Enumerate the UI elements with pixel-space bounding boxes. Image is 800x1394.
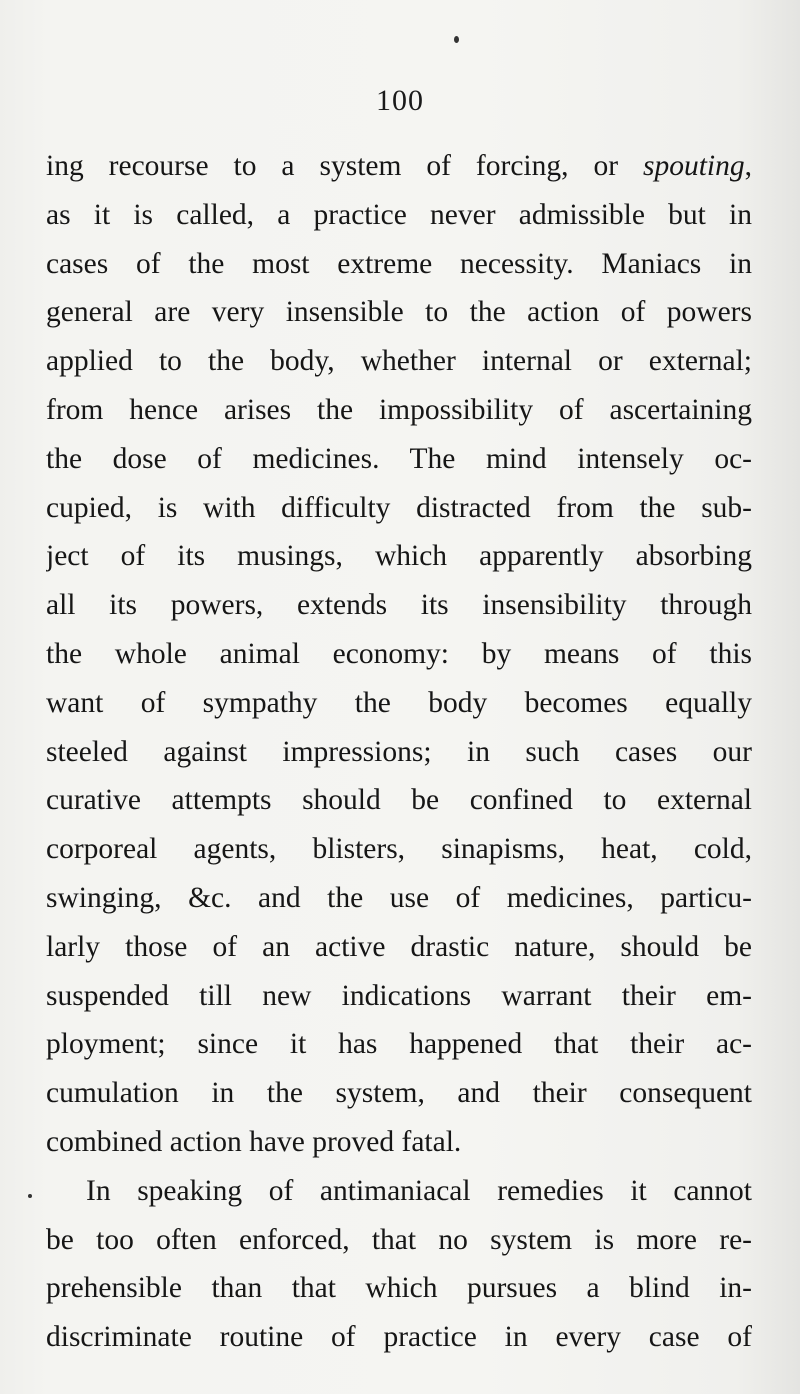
ink-speck <box>28 1194 32 1198</box>
text-line: from hence arises the impossibility of ascertaining <box>46 393 752 426</box>
text-line: cupied, is with difficulty distracted from the sub- <box>46 491 752 524</box>
text-line: curative attempts should be confined to external <box>46 784 752 817</box>
page-number: 100 <box>376 84 424 117</box>
text-line: ing recourse to a system of forcing, or spouting, <box>46 150 752 182</box>
text-line: ject of its musings, which apparently absorbing <box>46 540 752 573</box>
text-line: suspended till new indications warrant their em- <box>46 979 752 1012</box>
text-line: steeled against impressions; in such cases our <box>46 735 752 768</box>
text-line: the dose of medicines. The mind intensely oc- <box>46 442 752 475</box>
text-line: cumulation in the system, and their consequent <box>46 1077 752 1110</box>
text-line-paragraph-end: combined action have proved fatal. <box>46 1125 462 1158</box>
text-line: discriminate routine of practice in every case of <box>46 1321 752 1354</box>
text-line: swinging, &c. and the use of medicines, particu- <box>46 881 752 914</box>
text-line: ployment; since it has happened that their ac- <box>46 1028 752 1061</box>
text-line-paragraph-start: In speaking of antimaniacal remedies it cannot <box>86 1174 752 1207</box>
text-line: applied to the body, whether internal or external; <box>46 345 752 378</box>
body-text <box>46 142 752 1362</box>
text-line: larly those of an active drastic nature, should be <box>46 930 752 963</box>
text-line: as it is called, a practice never admissible but in <box>46 198 752 231</box>
text-line: prehensible than that which pursues a blind in- <box>46 1272 752 1305</box>
text-line: want of sympathy the body becomes equally <box>46 686 752 719</box>
italic-word: spouting <box>643 150 745 182</box>
ink-speck <box>454 36 459 43</box>
text-line: general are very insensible to the action of powers <box>46 296 752 329</box>
text-line: corporeal agents, blisters, sinapisms, heat, cold, <box>46 833 752 866</box>
text-line: all its powers, extends its insensibility through <box>46 589 752 622</box>
text-line: be too often enforced, that no system is more re- <box>46 1223 752 1256</box>
text-line: the whole animal economy: by means of this <box>46 637 752 670</box>
text-line: cases of the most extreme necessity. Maniacs in <box>46 247 752 280</box>
